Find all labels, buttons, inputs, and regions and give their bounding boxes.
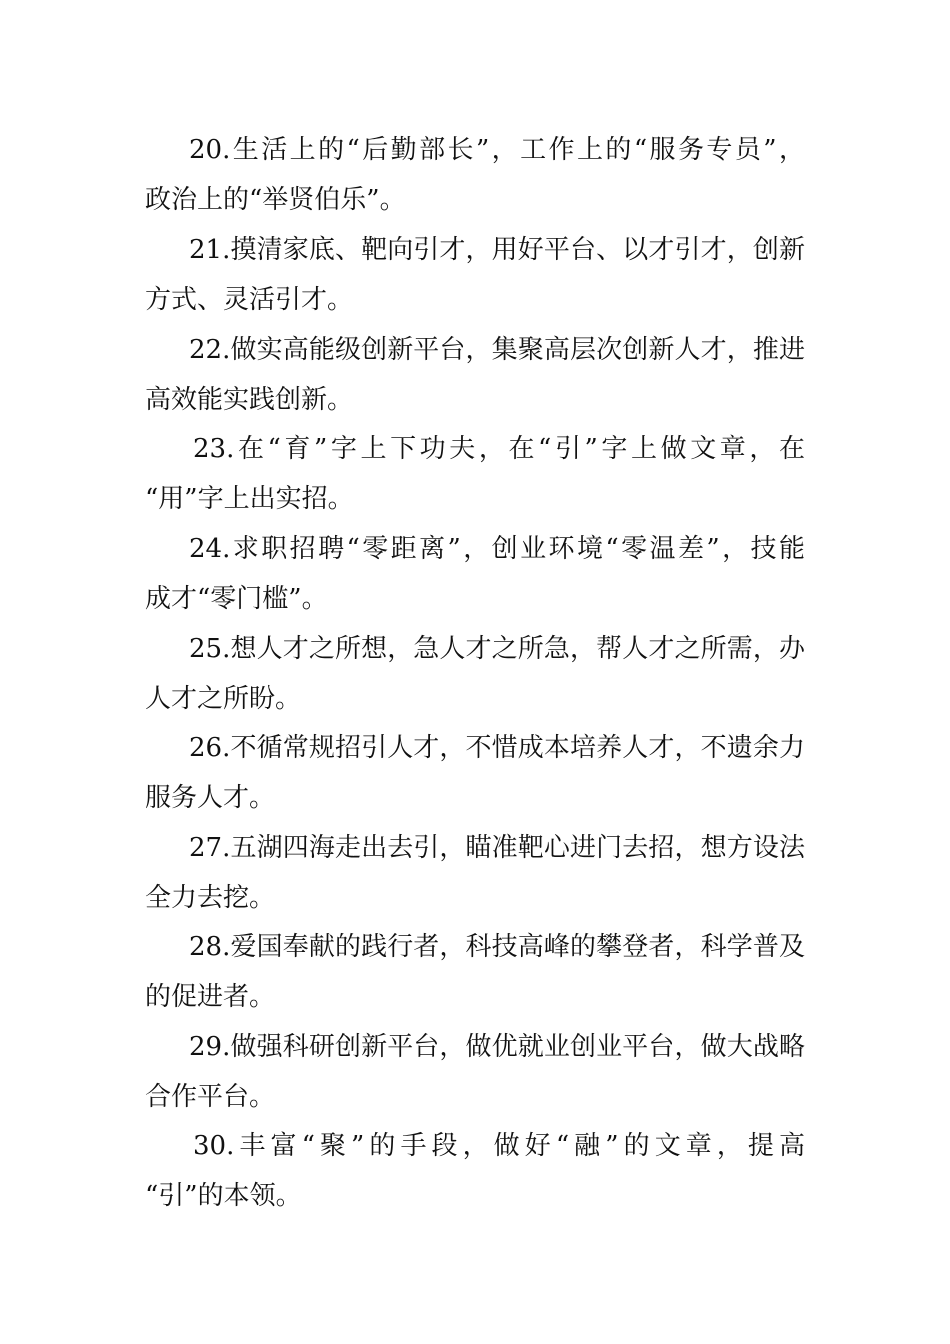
item-line-2: 的促进者。 bbox=[145, 982, 276, 1012]
list-item-29 bbox=[145, 1022, 805, 1122]
item-line-1: 21.摸清家底、靶向引才，用好平台、以才引才，创新 bbox=[189, 235, 805, 265]
item-line-2: 政治上的“举贤伯乐”。 bbox=[145, 185, 406, 215]
item-line-1: 22.做实高能级创新平台，集聚高层次创新人才，推进 bbox=[189, 335, 805, 365]
list-item-28 bbox=[145, 922, 805, 1022]
item-line-1: 23.在“育”字上下功夫，在“引”字上做文章，在 bbox=[193, 434, 805, 464]
list-item-21 bbox=[145, 225, 805, 325]
list-item-24 bbox=[145, 524, 805, 624]
item-line-2: 全力去挖。 bbox=[145, 883, 276, 913]
list-item-30 bbox=[145, 1121, 805, 1221]
list-item-23 bbox=[145, 424, 805, 524]
item-line-2: “引”的本领。 bbox=[145, 1181, 302, 1211]
item-line-2: 合作平台。 bbox=[145, 1082, 276, 1112]
item-line-2: 服务人才。 bbox=[145, 783, 276, 813]
item-line-2: 高效能实践创新。 bbox=[145, 385, 354, 415]
item-line-2: 人才之所盼。 bbox=[145, 684, 302, 714]
item-line-1: 28.爱国奉献的践行者，科技高峰的攀登者，科学普及 bbox=[189, 932, 805, 962]
item-line-1: 26.不循常规招引人才，不惜成本培养人才，不遗余力 bbox=[189, 733, 805, 763]
item-line-2: “用”字上出实招。 bbox=[145, 484, 354, 514]
list-item-26 bbox=[145, 723, 805, 823]
list-item-25 bbox=[145, 624, 805, 724]
list-item-27 bbox=[145, 823, 805, 923]
item-line-2: 成才“零门槛”。 bbox=[145, 584, 328, 614]
list-item-20 bbox=[145, 125, 805, 225]
item-line-1: 20.生活上的“后勤部长”，工作上的“服务专员”， bbox=[189, 135, 805, 165]
item-line-1: 30.丰富“聚”的手段，做好“融”的文章，提高 bbox=[193, 1131, 805, 1161]
item-line-2: 方式、灵活引才。 bbox=[145, 285, 354, 315]
item-line-1: 27.五湖四海走出去引，瞄准靶心进门去招，想方设法 bbox=[189, 833, 805, 863]
item-line-1: 24.求职招聘“零距离”，创业环境“零温差”，技能 bbox=[189, 534, 805, 564]
item-line-1: 25.想人才之所想，急人才之所急，帮人才之所需，办 bbox=[189, 634, 805, 664]
item-line-1: 29.做强科研创新平台，做优就业创业平台，做大战略 bbox=[189, 1032, 805, 1062]
list-item-22 bbox=[145, 325, 805, 425]
